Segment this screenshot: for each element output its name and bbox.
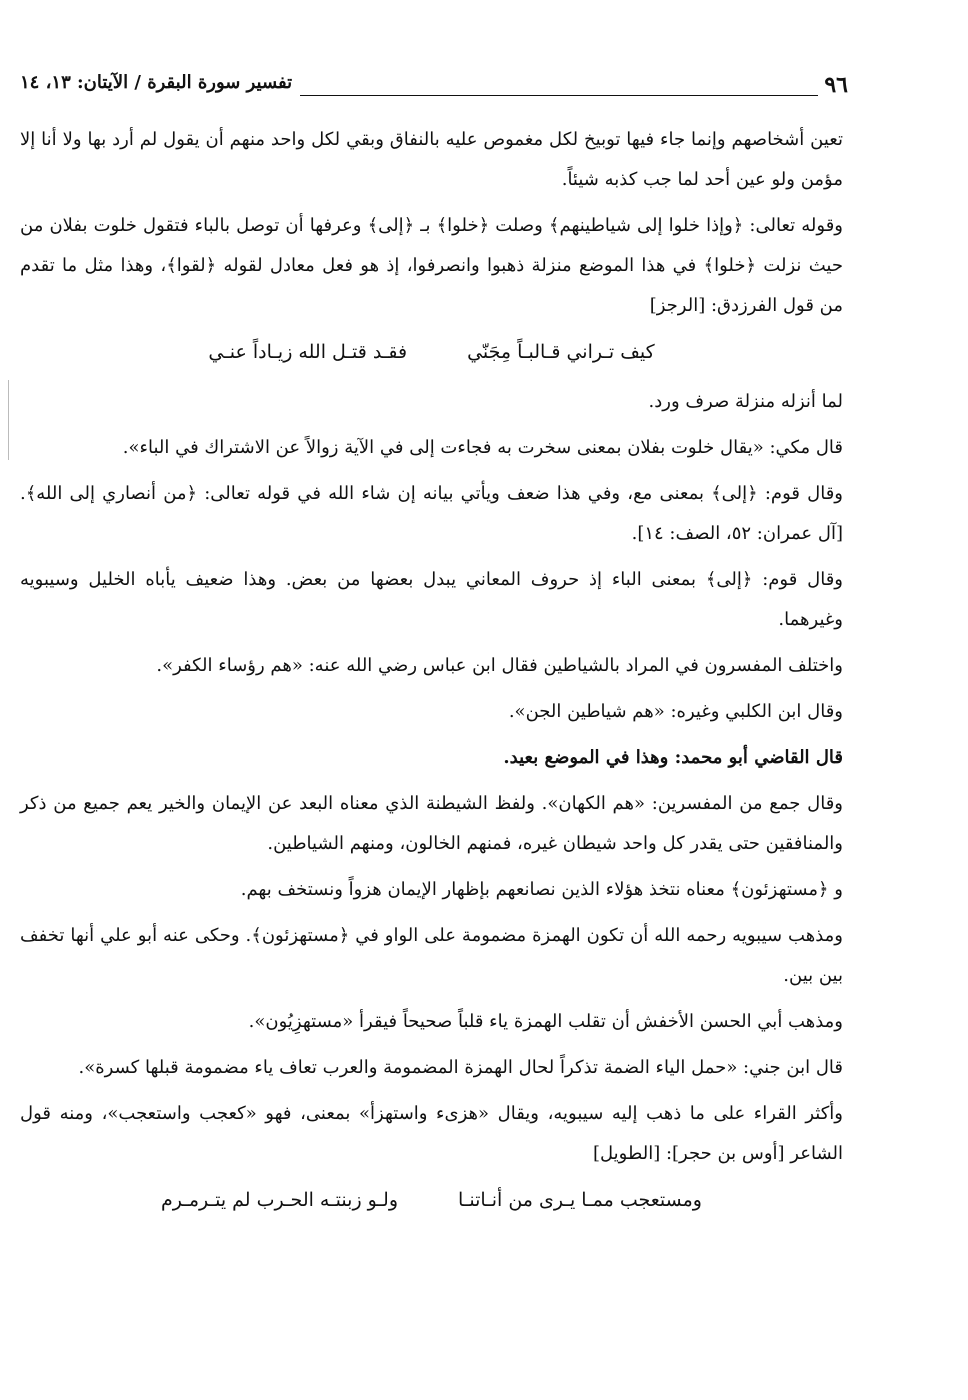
paragraph: قال ابن جني: «حمل الياء الضمة تذكراً لحال الهمزة المضمومة والعرب تعاف ياء مضمومة قبلها كسرة».: [78, 1057, 843, 1078]
paragraph: ومذهب أبي الحسن الأخفش أن تقلب الهمزة ياء قلباً صحيحاً فيقرأ «مستهزِيُون».: [248, 1011, 843, 1032]
paragraph: وأكثر القراء على ما ذهب إليه سيبويه، ويقال «هزىء واستهزأ» بمعنى، فهو «كعجب واستعجب»، ومنه قول الشاعر [أوس بن حجر]: [الطويل]: [20, 1103, 843, 1164]
verse-hemistich-left: ولـو زبنتـه الحـرب لم يتـرمـرم: [161, 1189, 398, 1211]
poetry-verse: [20, 332, 843, 372]
paragraph: قال مكي: «يقال خلوت بفلان بمعنى سخرت به فجاءت إلى في الآية زوالاً عن الاشتراك في الباء».: [122, 437, 843, 458]
paragraph: وقال ابن الكلبي وغيره: «هم شياطين الجن».: [508, 701, 843, 722]
verse-hemistich-right: كيف تـراني قـالبـاً مِجَنّي: [467, 341, 655, 363]
header-rule: [300, 95, 818, 96]
paragraph: و ﴿مستهزئون﴾ معناه نتخذ هؤلاء الذين نصانعهم بإظهار الإيمان هزواً ونستخف بهم.: [240, 879, 843, 900]
paragraph: وقال قوم: ﴿إلى﴾ بمعنى الباء إذ حروف المعاني يبدل بعضها من بعض. وهذا ضعيف يأباه الخليل وسيبويه وغيرهما.: [20, 569, 843, 630]
paragraph: ومذهب سيبويه رحمه الله أن تكون الهمزة مضمومة على الواو في ﴿مستهزئون﴾. وحكى عنه أبو علي أنها تخفف بين بين.: [20, 925, 843, 986]
body-text: [20, 120, 843, 1230]
running-title: تفسير سورة البقرة / الآيتان: ١٣، ١٤: [20, 72, 293, 93]
margin-line: [8, 380, 9, 460]
page-number: ٩٦: [824, 72, 848, 98]
paragraph: واختلف المفسرون في المراد بالشياطين فقال ابن عباس رضي الله عنه: «هم رؤساء الكفر».: [156, 655, 843, 676]
poetry-verse: [20, 1180, 843, 1220]
paragraph-judge: قال القاضي أبو محمد: وهذا في الموضع بعيد.: [503, 747, 843, 768]
verse-hemistich-right: ومستعجب ممـا يـرى من أنـاتنـا: [458, 1189, 702, 1211]
paragraph: وقال جمع من المفسرين: «هم الكهان». ولفظ الشيطنة الذي معناه البعد عن الإيمان والخير يعم جميع من ذكر والمنافقين حتى يقدر كل واحد شيطان غيره، فمنهم الخالون، ومنهم الشياطين.: [20, 793, 843, 854]
paragraph: لما أنزله منزلة صرف ورد.: [648, 391, 843, 412]
verse-hemistich-left: فقـد قتـل الله زيـاداً عنـي: [208, 341, 408, 363]
paragraph: وقوله تعالى: ﴿وإذا خلوا إلى شياطينهم﴾ وصلت ﴿خلوا﴾ بـ ﴿إلى﴾ وعرفها أن توصل بالباء فتقول خلوت بفلان من حيث نزلت ﴿خلوا﴾ في هذا الموضع منزلة ذهبوا وانصرفوا، إذ هو فعل معادل لقوله ﴿لقوا﴾، وهذا مثل ما تقدم من قول الفرزدق: [الرجز]: [20, 215, 843, 316]
paragraph: وقال قوم: ﴿إلى﴾ بمعنى مع، وفي هذا ضعف ويأتي بيانه إن شاء الله في قوله تعالى: ﴿من أنصاري إلى الله﴾. [آل عمران: ٥٢، الصف: ١٤].: [20, 483, 843, 544]
paragraph: تعين أشخاصهم وإنما جاء فيها توبيخ لكل مغموص عليه بالنفاق وبقي لكل واحد منهم أن يقول لم أرد بها ولا أنا إلا مؤمن ولو عين أحد لما جب كذبه شيئاً.: [20, 129, 843, 190]
